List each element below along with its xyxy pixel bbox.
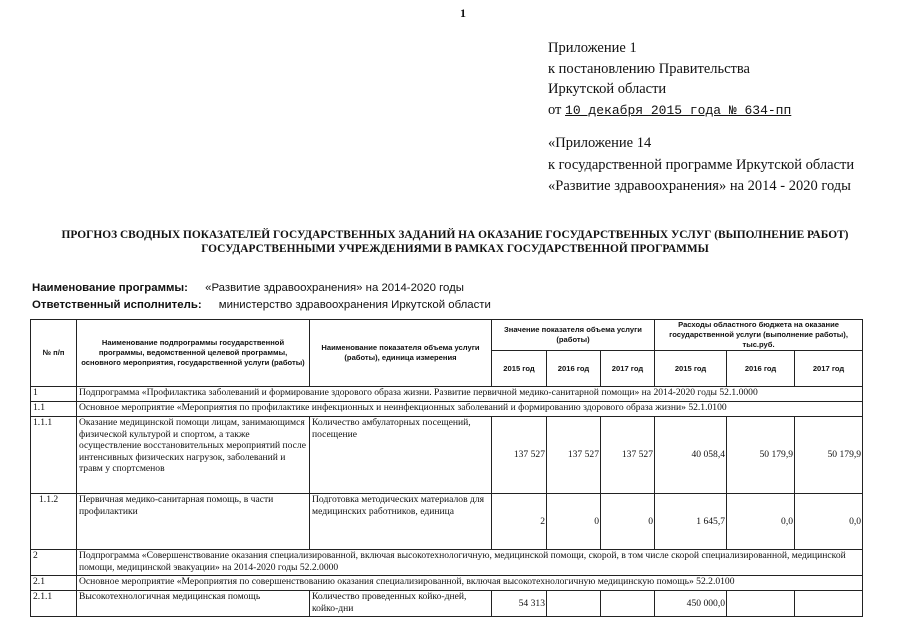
executor-value: министерство здравоохранения Иркутской области — [218, 299, 491, 311]
row-span-text: Основное мероприятие «Мероприятия по профилактике инфекционных и неинфекционных заболеваний и формированию здорового образа жизни» 52.1.0100 — [77, 402, 863, 417]
row-num: 2.1.1 — [31, 591, 77, 617]
header-value-2017: 2017 год — [601, 351, 655, 387]
row-value-2017 — [601, 591, 655, 617]
appendix14-line-3: «Развитие здравоохранения» на 2014 - 2020 годы — [548, 178, 851, 194]
page-number: 1 — [460, 6, 466, 20]
header-expense-2015: 2015 год — [655, 351, 727, 387]
executor-row — [32, 299, 491, 311]
row-expense-2017: 0,0 — [795, 494, 863, 550]
header-value-2016: 2016 год — [547, 351, 601, 387]
row-value-2015: 137 527 — [492, 417, 547, 494]
table-row — [31, 550, 863, 576]
row-num: 1.1.2 — [31, 494, 77, 550]
row-expense-2017: 50 179,9 — [795, 417, 863, 494]
row-num: 1.1 — [31, 402, 77, 417]
row-expense-2016: 0,0 — [727, 494, 795, 550]
appendix14-block — [548, 133, 854, 198]
program-label: Наименование программы: — [32, 282, 188, 294]
row-indicator: Количество амбулаторных посещений, посещение — [310, 417, 492, 494]
row-name: Оказание медицинской помощи лицам, занимающимся физической культурой и спортом, а также осуществление восстановительных мероприятий после интенсивных физических нагрузок, заболеваний и травм у спортсменов — [77, 417, 310, 494]
appendix-line-2: к постановлению Правительства — [548, 60, 750, 77]
program-name-row — [32, 282, 464, 294]
header-value-2015: 2015 год — [492, 351, 547, 387]
document-title-line-2: ГОСУДАРСТВЕННЫМИ УЧРЕЖДЕНИЯМИ В РАМКАХ ГОСУДАРСТВЕННОЙ ПРОГРАММЫ — [201, 243, 709, 255]
header-expense-2016: 2016 год — [727, 351, 795, 387]
program-value: «Развитие здравоохранения» на 2014-2020 годы — [205, 282, 464, 294]
row-expense-2015: 450 000,0 — [655, 591, 727, 617]
row-expense-2015: 40 058,4 — [655, 417, 727, 494]
appendix-date — [548, 100, 791, 122]
appendix-block — [548, 38, 791, 121]
table-row — [31, 387, 863, 402]
row-span-text: Подпрограмма «Профилактика заболеваний и формирование здорового образа жизни. Развитие первичной медико-санитарной помощи» на 2014-2020 годы 52.1.0000 — [77, 387, 863, 402]
row-span-text: Подпрограмма «Совершенствование оказания специализированной, включая высокотехнологичную, медицинской помощи, скорой, в том числе скорой специализированной, медицинской помощи, медицинской эвакуации» на 2014-2020 годы 52.2.0000 — [77, 550, 863, 576]
row-num: 2.1 — [31, 576, 77, 591]
table-row — [31, 417, 863, 494]
row-span-text: Основное мероприятие «Мероприятия по совершенствованию оказания специализированной, включая высокотехнологичную медицинскую помощь» 52.2.0100 — [77, 576, 863, 591]
row-name: Высокотехнологичная медицинская помощь — [77, 591, 310, 617]
table-row — [31, 402, 863, 417]
appendix-date-prefix: от — [548, 101, 566, 118]
indicators-table — [30, 319, 863, 617]
appendix14-line-2: к государственной программе Иркутской области — [548, 156, 855, 173]
row-value-2015: 54 313 — [492, 591, 547, 617]
row-num: 1.1.1 — [31, 417, 77, 494]
header-expense-group: Расходы областного бюджета на оказание государственной услуги (выполнение работы), тыс.руб. — [655, 320, 863, 351]
table-row — [31, 576, 863, 591]
row-name: Первичная медико-санитарная помощь, в части профилактики — [77, 494, 310, 550]
header-indicator: Наименование показателя объема услуги (работы), единица измерения — [310, 320, 492, 387]
row-value-2016 — [547, 591, 601, 617]
row-indicator: Подготовка методических материалов для медицинских работников, единица — [310, 494, 492, 550]
header-expense-2017: 2017 год — [795, 351, 863, 387]
executor-label: Ответственный исполнитель: — [32, 299, 202, 311]
table-row — [31, 494, 863, 550]
row-value-2015: 2 — [492, 494, 547, 550]
appendix-line-3: Иркутской области — [548, 81, 667, 97]
row-value-2017: 0 — [601, 494, 655, 550]
row-expense-2015: 1 645,7 — [655, 494, 727, 550]
document-title-line-1: ПРОГНОЗ СВОДНЫХ ПОКАЗАТЕЛЕЙ ГОСУДАРСТВЕННЫХ ЗАДАНИЙ НА ОКАЗАНИЕ ГОСУДАРСТВЕННЫХ УСЛУГ (ВЫПОЛНЕНИЕ РАБОТ) — [61, 229, 849, 241]
header-name: Наименование подпрограммы государственной программы, ведомственной целевой программы, основного мероприятия, государственной услуги (работы) — [77, 320, 310, 387]
table-row — [31, 591, 863, 617]
row-value-2016: 137 527 — [547, 417, 601, 494]
row-expense-2017 — [795, 591, 863, 617]
row-expense-2016: 50 179,9 — [727, 417, 795, 494]
appendix14-line-1: «Приложение 14 — [548, 135, 652, 151]
document-title — [40, 228, 870, 256]
row-indicator: Количество проведенных койко-дней, койко-дни — [310, 591, 492, 617]
appendix-date-value: 10 декабря 2015 года № 634-пп — [565, 102, 792, 118]
row-num: 2 — [31, 550, 77, 576]
row-num: 1 — [31, 387, 77, 402]
row-value-2016: 0 — [547, 494, 601, 550]
row-expense-2016 — [727, 591, 795, 617]
header-num: № п/п — [31, 320, 77, 387]
header-value-group: Значение показателя объема услуги (работы) — [492, 320, 655, 351]
appendix-line-1: Приложение 1 — [548, 40, 637, 56]
row-value-2017: 137 527 — [601, 417, 655, 494]
